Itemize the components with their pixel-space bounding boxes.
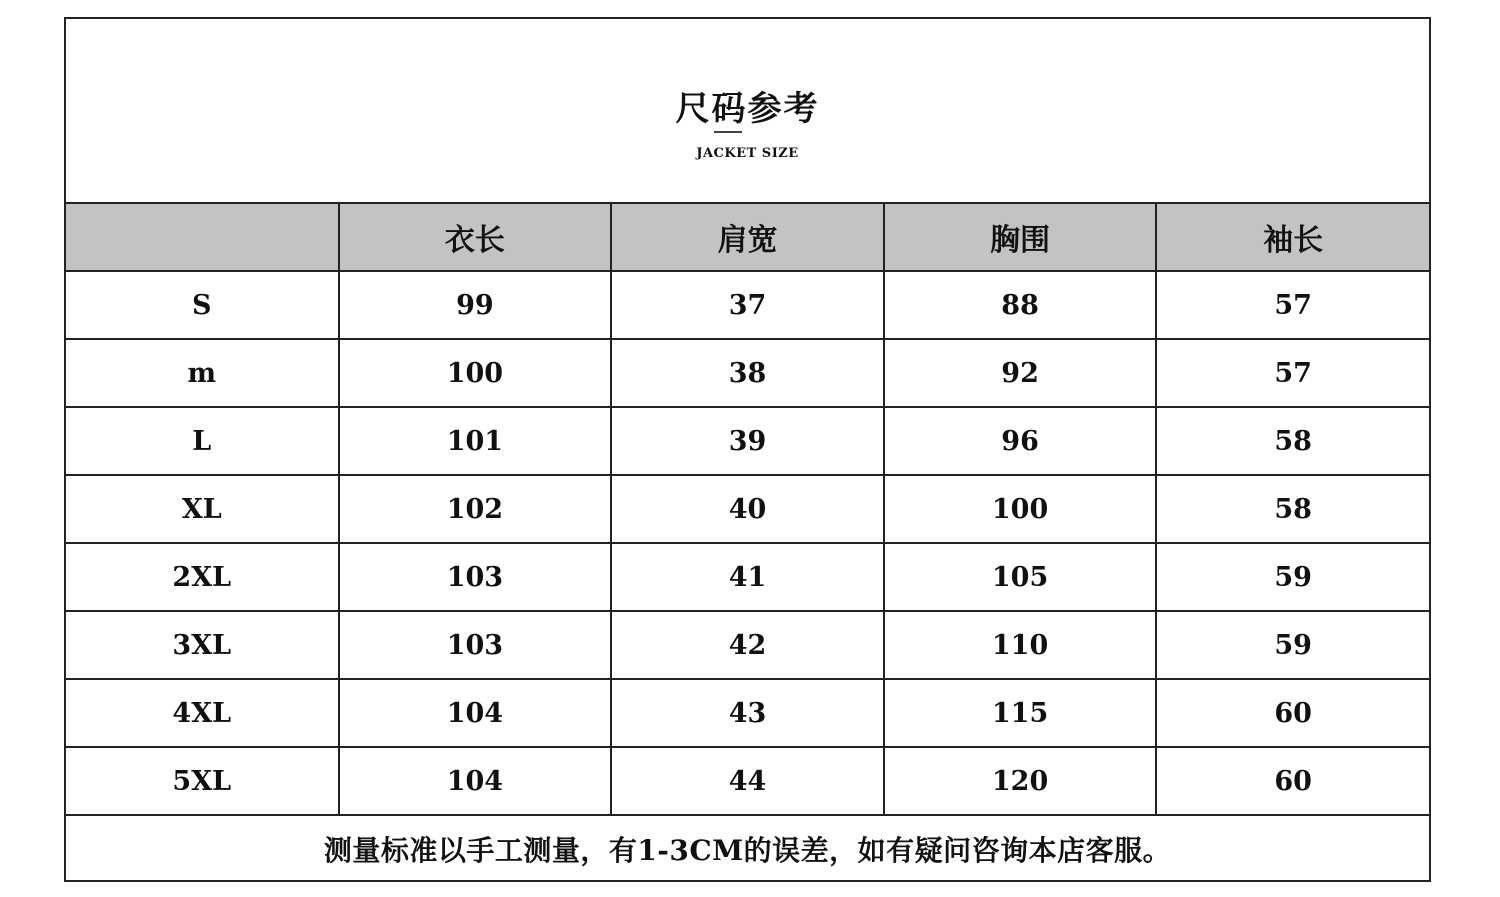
cell-chest: 100 bbox=[884, 475, 1157, 543]
table-row bbox=[66, 543, 1429, 611]
table-row bbox=[66, 407, 1429, 475]
cell-length: 103 bbox=[339, 543, 612, 611]
cell-shoulder: 42 bbox=[611, 611, 884, 679]
cell-sleeve: 60 bbox=[1156, 747, 1429, 815]
size-table bbox=[66, 202, 1429, 882]
cell-chest: 96 bbox=[884, 407, 1157, 475]
cell-length: 100 bbox=[339, 339, 612, 407]
cell-shoulder: 44 bbox=[611, 747, 884, 815]
cell-chest: 105 bbox=[884, 543, 1157, 611]
cell-chest: 115 bbox=[884, 679, 1157, 747]
cell-chest: 110 bbox=[884, 611, 1157, 679]
cell-shoulder: 43 bbox=[611, 679, 884, 747]
cell-size: S bbox=[66, 271, 339, 339]
cell-shoulder: 37 bbox=[611, 271, 884, 339]
table-row bbox=[66, 475, 1429, 543]
cell-length: 99 bbox=[339, 271, 612, 339]
cell-shoulder: 40 bbox=[611, 475, 884, 543]
cell-size: 3XL bbox=[66, 611, 339, 679]
header-cell-shoulder: 肩宽 bbox=[611, 203, 884, 271]
size-chart bbox=[64, 17, 1431, 882]
cell-size: 2XL bbox=[66, 543, 339, 611]
cell-size: m bbox=[66, 339, 339, 407]
table-row bbox=[66, 339, 1429, 407]
table-row bbox=[66, 747, 1429, 815]
cell-chest: 88 bbox=[884, 271, 1157, 339]
cell-size: XL bbox=[66, 475, 339, 543]
cell-length: 102 bbox=[339, 475, 612, 543]
cell-sleeve: 59 bbox=[1156, 543, 1429, 611]
chart-header bbox=[66, 19, 1429, 202]
cell-sleeve: 60 bbox=[1156, 679, 1429, 747]
header-cell-chest: 胸围 bbox=[884, 203, 1157, 271]
cell-sleeve: 57 bbox=[1156, 271, 1429, 339]
cell-length: 104 bbox=[339, 679, 612, 747]
cell-chest: 120 bbox=[884, 747, 1157, 815]
cell-sleeve: 57 bbox=[1156, 339, 1429, 407]
cell-length: 104 bbox=[339, 747, 612, 815]
note-row bbox=[66, 815, 1429, 882]
cell-sleeve: 58 bbox=[1156, 407, 1429, 475]
table-row bbox=[66, 611, 1429, 679]
table-header-row bbox=[66, 203, 1429, 271]
cell-shoulder: 41 bbox=[611, 543, 884, 611]
header-cell-length: 衣长 bbox=[339, 203, 612, 271]
table-row bbox=[66, 679, 1429, 747]
cell-sleeve: 59 bbox=[1156, 611, 1429, 679]
measurement-note: 测量标准以手工测量，有1-3CM的误差，如有疑问咨询本店客服。 bbox=[66, 815, 1429, 882]
cell-sleeve: 58 bbox=[1156, 475, 1429, 543]
cell-shoulder: 39 bbox=[611, 407, 884, 475]
chart-subtitle: JACKET SIZE bbox=[696, 146, 799, 161]
cell-chest: 92 bbox=[884, 339, 1157, 407]
header-cell-size bbox=[66, 203, 339, 271]
cell-length: 101 bbox=[339, 407, 612, 475]
cell-length: 103 bbox=[339, 611, 612, 679]
header-cell-sleeve: 袖长 bbox=[1156, 203, 1429, 271]
chart-title: 尺码参考 bbox=[675, 89, 820, 129]
cell-size: 4XL bbox=[66, 679, 339, 747]
title-divider bbox=[714, 131, 742, 133]
table-row bbox=[66, 271, 1429, 339]
cell-size: L bbox=[66, 407, 339, 475]
cell-size: 5XL bbox=[66, 747, 339, 815]
cell-shoulder: 38 bbox=[611, 339, 884, 407]
